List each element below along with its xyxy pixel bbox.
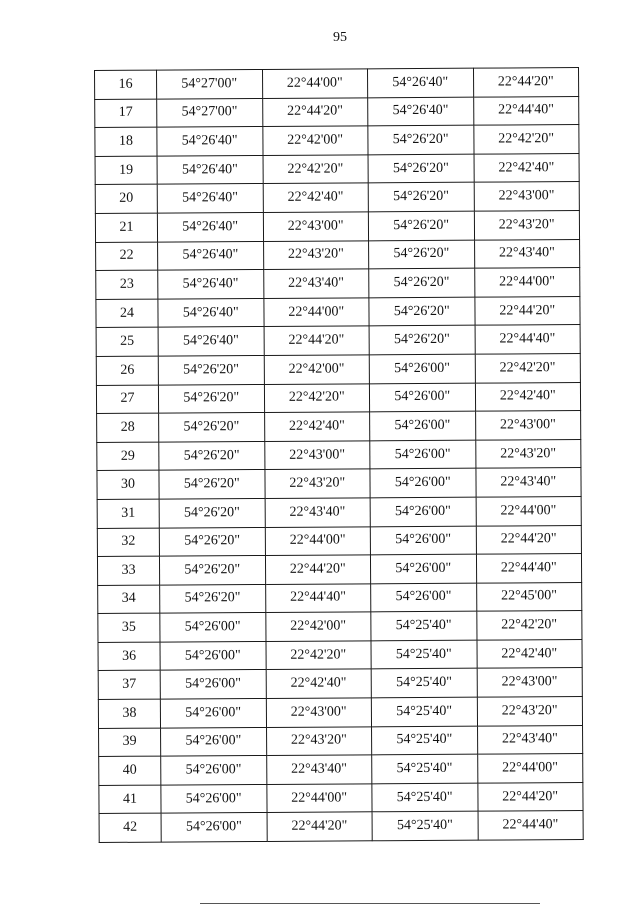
table-row (99, 725, 583, 757)
table-row (97, 468, 581, 500)
longitude-end-cell: 22°43'20" (475, 439, 581, 468)
latitude-start-cell: 54°26'00" (160, 699, 266, 728)
table-row (98, 697, 582, 729)
latitude-start-cell: 54°26'00" (161, 756, 267, 785)
longitude-end-cell: 22°43'20" (474, 211, 580, 240)
longitude-start-cell: 22°42'00" (262, 126, 368, 155)
longitude-start-cell: 22°42'40" (266, 669, 372, 698)
longitude-end-cell: 22°43'00" (474, 182, 580, 211)
longitude-end-cell: 22°43'00" (477, 668, 583, 697)
row-number-cell: 21 (95, 213, 157, 242)
row-number-cell: 23 (96, 270, 158, 299)
latitude-end-cell: 54°26'00" (370, 440, 476, 469)
latitude-start-cell: 54°26'20" (159, 441, 265, 470)
table-row (95, 211, 579, 243)
latitude-end-cell: 54°25'40" (371, 611, 477, 640)
longitude-end-cell: 22°43'40" (475, 468, 581, 497)
row-number-cell: 18 (95, 127, 157, 156)
longitude-start-cell: 22°43'00" (264, 441, 370, 470)
longitude-end-cell: 22°42'20" (476, 611, 582, 640)
page-number: 95 (333, 30, 347, 45)
latitude-start-cell: 54°26'40" (157, 127, 263, 156)
latitude-end-cell: 54°26'20" (368, 183, 474, 212)
row-number-cell: 26 (96, 356, 158, 385)
latitude-start-cell: 54°26'20" (159, 527, 265, 556)
latitude-end-cell: 54°26'00" (369, 354, 475, 383)
row-number-cell: 32 (97, 528, 159, 557)
table-row (97, 439, 581, 471)
longitude-start-cell: 22°43'40" (266, 755, 372, 784)
latitude-start-cell: 54°26'20" (158, 384, 264, 413)
latitude-end-cell: 54°26'20" (368, 211, 474, 240)
latitude-end-cell: 54°25'40" (372, 783, 478, 812)
table-row (96, 239, 580, 271)
longitude-start-cell: 22°43'00" (266, 698, 372, 727)
longitude-end-cell: 22°44'40" (476, 554, 582, 583)
row-number-cell: 39 (99, 728, 161, 757)
latitude-end-cell: 54°25'40" (372, 812, 478, 841)
row-number-cell: 17 (95, 99, 157, 128)
longitude-end-cell: 22°44'20" (474, 296, 580, 325)
longitude-start-cell: 22°44'00" (266, 784, 372, 813)
longitude-start-cell: 22°42'20" (263, 155, 369, 184)
row-number-cell: 41 (99, 785, 161, 814)
latitude-end-cell: 54°26'40" (368, 97, 474, 126)
table-row (95, 68, 579, 100)
latitude-end-cell: 54°26'20" (369, 268, 475, 297)
longitude-end-cell: 22°43'20" (477, 697, 583, 726)
latitude-end-cell: 54°25'40" (371, 640, 477, 669)
row-number-cell: 28 (97, 413, 159, 442)
longitude-end-cell: 22°44'20" (473, 68, 579, 97)
longitude-start-cell: 22°42'40" (263, 183, 369, 212)
longitude-end-cell: 22°42'40" (476, 639, 582, 668)
longitude-end-cell: 22°43'40" (477, 725, 583, 754)
latitude-end-cell: 54°26'00" (370, 497, 476, 526)
longitude-end-cell: 22°45'00" (476, 582, 582, 611)
longitude-start-cell: 22°44'20" (264, 326, 370, 355)
row-number-cell: 24 (96, 299, 158, 328)
bottom-rule (200, 903, 540, 904)
latitude-start-cell: 54°26'20" (160, 584, 266, 613)
longitude-start-cell: 22°42'00" (265, 612, 371, 641)
table-row (95, 96, 579, 128)
longitude-end-cell: 22°44'00" (474, 268, 580, 297)
longitude-start-cell: 22°44'00" (265, 526, 371, 555)
table-row (99, 754, 583, 786)
row-number-cell: 33 (97, 556, 159, 585)
latitude-end-cell: 54°26'00" (370, 526, 476, 555)
table-row (95, 153, 579, 185)
table-row (96, 382, 580, 414)
longitude-end-cell: 22°42'40" (475, 382, 581, 411)
longitude-end-cell: 22°42'20" (473, 125, 579, 154)
longitude-start-cell: 22°43'20" (263, 240, 369, 269)
longitude-end-cell: 22°42'40" (474, 153, 580, 182)
longitude-start-cell: 22°44'20" (265, 555, 371, 584)
longitude-start-cell: 22°44'00" (262, 69, 368, 98)
longitude-start-cell: 22°44'20" (267, 812, 373, 841)
longitude-start-cell: 22°42'20" (265, 641, 371, 670)
longitude-start-cell: 22°42'40" (264, 412, 370, 441)
latitude-start-cell: 54°26'40" (158, 327, 264, 356)
latitude-start-cell: 54°26'20" (159, 498, 265, 527)
latitude-start-cell: 54°26'00" (160, 670, 266, 699)
table-row (97, 496, 581, 528)
latitude-start-cell: 54°26'20" (158, 355, 264, 384)
table-row (95, 125, 579, 157)
latitude-start-cell: 54°26'00" (161, 813, 267, 842)
table-row (96, 353, 580, 385)
latitude-end-cell: 54°26'20" (368, 125, 474, 154)
latitude-start-cell: 54°26'40" (158, 241, 264, 270)
latitude-start-cell: 54°26'40" (158, 270, 264, 299)
latitude-start-cell: 54°27'00" (157, 69, 263, 98)
longitude-end-cell: 22°42'20" (475, 353, 581, 382)
latitude-start-cell: 54°26'00" (160, 613, 266, 642)
table-row (98, 639, 582, 671)
latitude-end-cell: 54°25'40" (371, 669, 477, 698)
latitude-end-cell: 54°26'00" (370, 468, 476, 497)
row-number-cell: 34 (98, 585, 160, 614)
longitude-end-cell: 22°44'40" (478, 811, 584, 840)
row-number-cell: 37 (98, 671, 160, 700)
longitude-start-cell: 22°44'20" (262, 97, 368, 126)
latitude-end-cell: 54°26'20" (368, 154, 474, 183)
longitude-start-cell: 22°43'40" (263, 269, 369, 298)
table-row (99, 811, 583, 843)
latitude-end-cell: 54°25'40" (371, 697, 477, 726)
table-row (98, 668, 582, 700)
row-number-cell: 42 (99, 814, 161, 843)
table-row (97, 525, 581, 557)
row-number-cell: 19 (95, 156, 157, 185)
longitude-end-cell: 22°44'40" (475, 325, 581, 354)
latitude-start-cell: 54°26'40" (158, 298, 264, 327)
row-number-cell: 20 (95, 184, 157, 213)
latitude-end-cell: 54°26'40" (367, 68, 473, 97)
table-row (98, 611, 582, 643)
longitude-end-cell: 22°43'40" (474, 239, 580, 268)
longitude-start-cell: 22°43'00" (263, 212, 369, 241)
latitude-end-cell: 54°25'40" (372, 754, 478, 783)
table-row (97, 411, 581, 443)
longitude-end-cell: 22°44'00" (477, 754, 583, 783)
latitude-start-cell: 54°26'20" (159, 556, 265, 585)
longitude-start-cell: 22°44'40" (265, 584, 371, 613)
latitude-start-cell: 54°26'20" (159, 470, 265, 499)
row-number-cell: 31 (97, 499, 159, 528)
latitude-start-cell: 54°26'40" (157, 155, 263, 184)
row-number-cell: 27 (96, 385, 158, 414)
longitude-end-cell: 22°44'00" (476, 496, 582, 525)
latitude-start-cell: 54°26'40" (157, 184, 263, 213)
row-number-cell: 40 (99, 756, 161, 785)
longitude-start-cell: 22°44'00" (263, 298, 369, 327)
latitude-start-cell: 54°27'00" (157, 98, 263, 127)
row-number-cell: 25 (96, 327, 158, 356)
latitude-start-cell: 54°26'00" (161, 784, 267, 813)
table-row (96, 296, 580, 328)
latitude-start-cell: 54°26'20" (159, 413, 265, 442)
longitude-end-cell: 22°43'00" (475, 411, 581, 440)
latitude-end-cell: 54°26'00" (369, 383, 475, 412)
table-row (97, 554, 581, 586)
latitude-end-cell: 54°26'20" (369, 297, 475, 326)
row-number-cell: 29 (97, 442, 159, 471)
row-number-cell: 22 (96, 242, 158, 271)
coordinates-table (94, 67, 584, 843)
longitude-start-cell: 22°42'00" (264, 355, 370, 384)
longitude-end-cell: 22°44'40" (473, 96, 579, 125)
latitude-start-cell: 54°26'00" (160, 641, 266, 670)
longitude-start-cell: 22°43'40" (265, 498, 371, 527)
latitude-start-cell: 54°26'00" (161, 727, 267, 756)
row-number-cell: 38 (98, 699, 160, 728)
longitude-end-cell: 22°44'20" (477, 782, 583, 811)
latitude-end-cell: 54°26'00" (370, 411, 476, 440)
longitude-start-cell: 22°43'20" (264, 469, 370, 498)
longitude-start-cell: 22°42'20" (264, 383, 370, 412)
table-row (99, 782, 583, 814)
longitude-start-cell: 22°43'20" (266, 726, 372, 755)
coordinates-table-body (95, 68, 584, 843)
table-row (95, 182, 579, 214)
latitude-end-cell: 54°26'00" (371, 583, 477, 612)
row-number-cell: 30 (97, 470, 159, 499)
longitude-end-cell: 22°44'20" (476, 525, 582, 554)
latitude-start-cell: 54°26'40" (157, 212, 263, 241)
table-row (98, 582, 582, 614)
table-row (96, 268, 580, 300)
row-number-cell: 35 (98, 613, 160, 642)
latitude-end-cell: 54°26'00" (370, 554, 476, 583)
table-row (96, 325, 580, 357)
row-number-cell: 36 (98, 642, 160, 671)
latitude-end-cell: 54°26'20" (369, 240, 475, 269)
latitude-end-cell: 54°26'20" (369, 326, 475, 355)
latitude-end-cell: 54°25'40" (372, 726, 478, 755)
row-number-cell: 16 (95, 70, 157, 99)
